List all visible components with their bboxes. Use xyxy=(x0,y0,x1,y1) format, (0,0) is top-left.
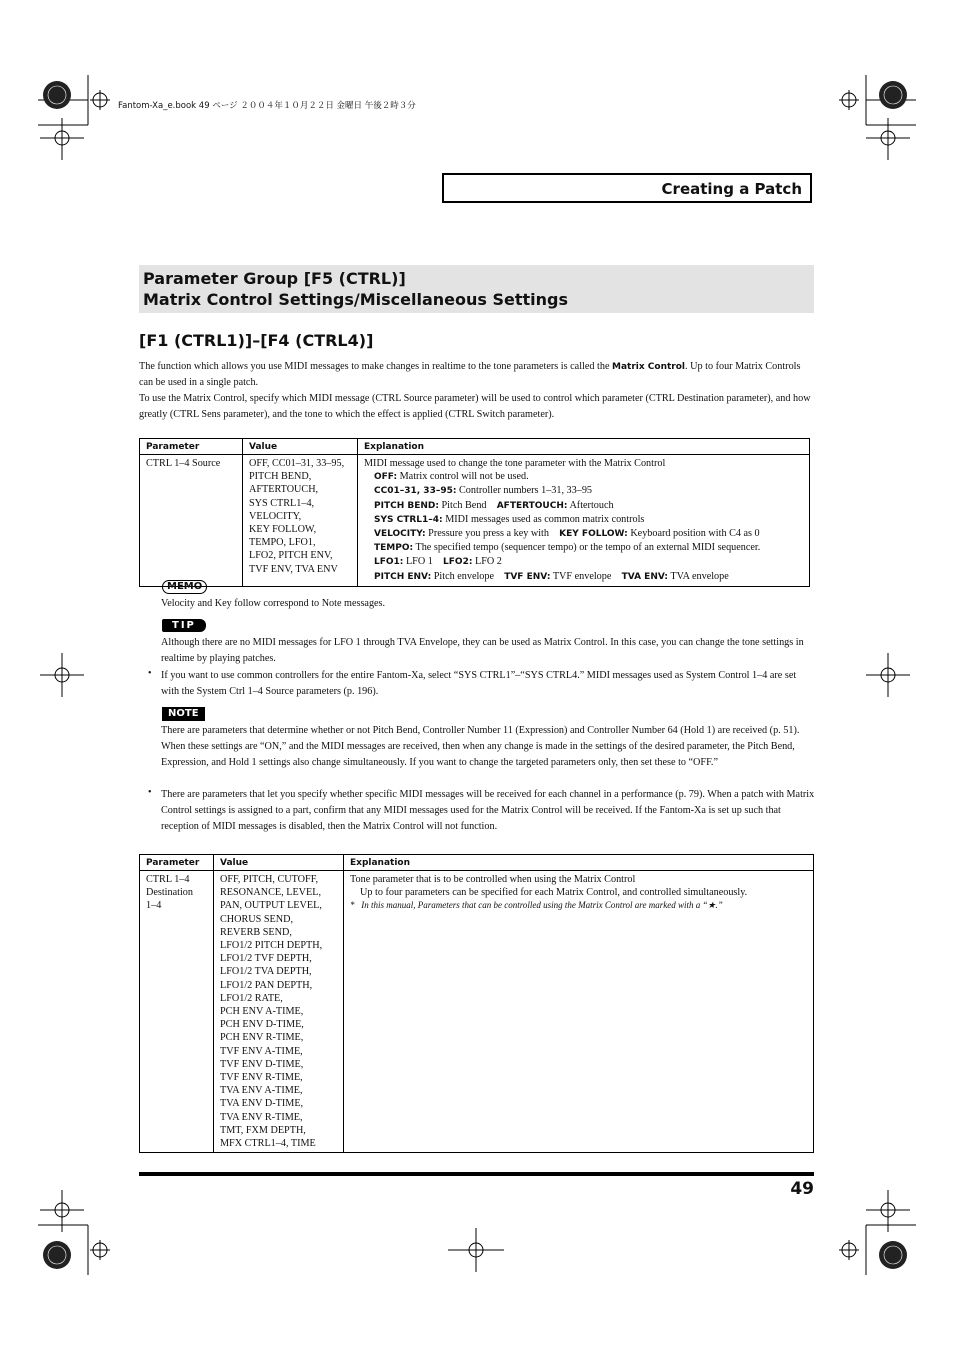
explanation-cell: Tone parameter that is to be controlled when using the Matrix Control Up to four parameters can be specified for each Matrix Control, and controlled simultaneously. * In this manual, Parameters that can be controlled using the Matrix Control are marked with a “★.” xyxy=(344,871,814,1153)
value-cell: OFF, PITCH, CUTOFF, RESONANCE, LEVEL, PAN, OUTPUT LEVEL, CHORUS SEND, REVERB SEND, LFO1/2 PITCH DEPTH, LFO1/2 TVF DEPTH, LFO1/2 TVA DEPTH, LFO1/2 PAN DEPTH, LFO1/2 RATE, PCH ENV A-TIME, PCH ENV D-TIME, PCH ENV R-TIME, TVF ENV A-TIME, TVF ENV D-TIME, TVF ENV R-TIME, TVA ENV A-TIME, TVA ENV D-TIME, TVA ENV R-TIME, TMT, FXM DEPTH, MFX CTRL1–4, TIME xyxy=(214,871,344,1153)
footnote: * In this manual, Parameters that can be controlled using the Matrix Control are marked with a “★.” xyxy=(350,900,723,911)
file-info: Fantom-Xa_e.book 49 ページ ２００４年１０月２２日 金曜日 午後２時３分 xyxy=(118,101,416,111)
chapter-box xyxy=(442,173,812,203)
bullet-icon: • xyxy=(148,668,152,679)
memo-icon: MEMO xyxy=(162,580,207,594)
explanation-row: TEMPO: The specified tempo (sequencer tempo) or the tempo of an external MIDI sequencer. xyxy=(374,542,761,554)
value-cell: OFF, CC01–31, 33–95, PITCH BEND, AFTERTOUCH, SYS CTRL1–4, VELOCITY, KEY FOLLOW, TEMPO, LFO1, LFO2, PITCH ENV, TVF ENV, TVA ENV xyxy=(243,455,358,587)
intro-paragraph-1: The function which allows you use MIDI messages to make changes in realtime to the tone parameters is called the Matrix Control. Up to four Matrix Controls can be used in a single patch. xyxy=(139,361,801,388)
explanation-row: PITCH ENV: Pitch envelope TVF ENV: TVF envelope TVA ENV: TVA envelope xyxy=(374,570,729,582)
memo-text: Velocity and Key follow correspond to Note messages. xyxy=(161,598,386,609)
intro-paragraph-2: To use the Matrix Control, specify which MIDI message (CTRL Source parameter) will be used to control which parameter (CTRL Destination parameter), and how greatly (CTRL Sens parameter), and the tone to which the effect is applied (CTRL Switch parameter). xyxy=(139,393,811,420)
footer-rule xyxy=(139,1172,814,1176)
explanation-row: LFO1: LFO 1 LFO2: LFO 2 xyxy=(374,556,502,568)
subsection-title: [F1 (CTRL1)]–[F4 (CTRL4)] xyxy=(139,331,374,350)
explanation-row: PITCH BEND: Pitch Bend AFTERTOUCH: Aftertouch xyxy=(374,499,614,511)
bullet-item-1: If you want to use common controllers for the entire Fantom-Xa, select “SYS CTRL1”–“SYS CTRL4.” MIDI messages used as System Control 1–4 are set with the System Ctrl 1–4 Source parameters (p. 196). xyxy=(161,670,797,697)
page-number: 49 xyxy=(790,1179,814,1199)
parameter-cell: CTRL 1–4 Source xyxy=(140,455,243,587)
section-title-line2: Matrix Control Settings/Miscellaneous Settings xyxy=(143,290,568,309)
explanation-cell: MIDI message used to change the tone parameter with the Matrix Control OFF: Matrix control will not be used. CC01–31, 33–95: Controller numbers 1–31, 33–95 PITCH BEND: Pitch Bend AFTERTOUCH: Aftertouch SYS CTRL1–4: MIDI messages used as common matrix controls VELOCITY: Pressure you press a key with KEY FOLLOW: Keyboard position with C4 as 0 TEMPO: The specified tempo (sequencer tempo) or the tempo of an external MIDI sequencer. LFO1: LFO 1 LFO2: LFO 2 PITCH ENV: Pitch envelope TVF ENV: TVF envelope TVA ENV: TVA envelope xyxy=(358,455,810,587)
bullet-icon: • xyxy=(148,787,152,798)
table-header: Explanation xyxy=(344,855,814,871)
table-header: Parameter xyxy=(140,439,243,455)
explanation-row: OFF: Matrix control will not be used. xyxy=(374,471,529,483)
bullet-item-2: There are parameters that let you specify whether specific MIDI messages will be received for each channel in a performance (p. 79). When a patch with Matrix Control settings is assigned to a part, confirm that any MIDI messages used for the Matrix Control will be received. If the Fantom-Xa is set up such that reception of MIDI messages is disabled, then the Matrix Control will not function. xyxy=(161,789,815,832)
section-title-line1: Parameter Group [F5 (CTRL)] xyxy=(143,269,406,288)
explanation-row: CC01–31, 33–95: Controller numbers 1–31, 33–95 xyxy=(374,485,593,497)
table-header: Value xyxy=(214,855,344,871)
explanation-row: VELOCITY: Pressure you press a key with KEY FOLLOW: Keyboard position with C4 as 0 xyxy=(374,528,760,540)
chapter-title: Creating a Patch xyxy=(661,180,802,198)
tip-text: Although there are no MIDI messages for LFO 1 through TVA Envelope, they can be used as Matrix Control. In this case, you can change the tone settings in realtime by playing patches. xyxy=(161,637,804,664)
table-header: Value xyxy=(243,439,358,455)
note-icon: NOTE xyxy=(162,707,205,721)
destination-table xyxy=(139,854,814,1153)
parameter-cell: CTRL 1–4 Destination 1–4 xyxy=(140,871,214,1153)
section-heading xyxy=(139,265,814,313)
table-header: Parameter xyxy=(140,855,214,871)
matrix-control-term: Matrix Control xyxy=(612,362,686,372)
table-header: Explanation xyxy=(358,439,810,455)
tip-icon: TIP xyxy=(162,619,206,632)
explanation-row: SYS CTRL1–4: MIDI messages used as common matrix controls xyxy=(374,513,645,525)
note-text: There are parameters that determine whether or not Pitch Bend, Controller Number 11 (Expression) and Controller Number 64 (Hold 1) are received (p. 51). When these settings are “ON,” and the MIDI messages are received, then when any change is made in the settings of the desired parameter, the Pitch Bend, Expression, and Hold 1 settings also change simultaneously. If you want to change the targeted parameters only, then set these to “OFF.” xyxy=(161,725,800,768)
source-table xyxy=(139,438,810,587)
